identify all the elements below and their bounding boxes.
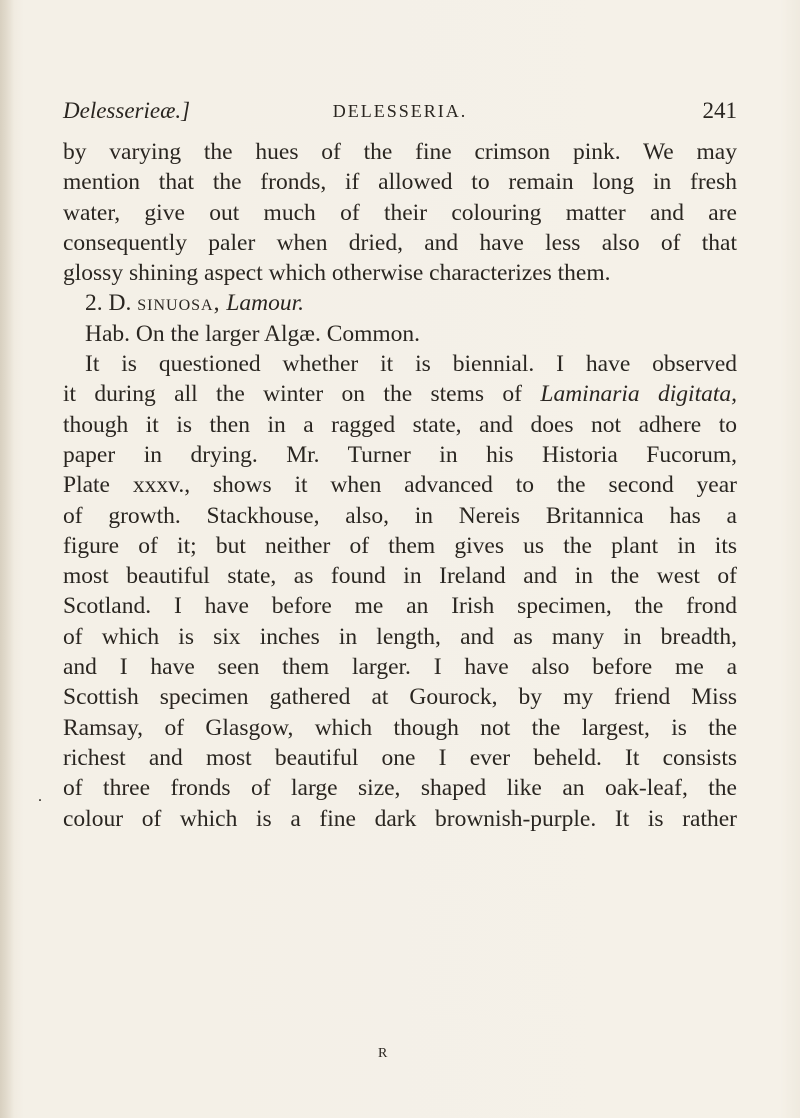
text-line: most beautiful state, as found in Ireland and in the west of xyxy=(63,563,737,590)
text-line: of growth. Stackhouse, also, in Nereis Britannica has a xyxy=(63,502,737,529)
signature-mark: R xyxy=(378,1046,389,1061)
text-line: paper in drying. Mr. Turner in his Historia Fucorum, xyxy=(63,441,737,468)
text-line: consequently paler when dried, and have less also of that xyxy=(63,229,737,256)
header-genus-title: DELESSERIA. xyxy=(332,101,468,121)
text-line: Scottish specimen gathered at Gourock, by my friend Miss xyxy=(63,684,737,711)
species-genus: D. xyxy=(108,290,132,317)
habitat-line: Hab. On the larger Algæ. Common. xyxy=(85,320,421,347)
text-line: water, give out much of their colouring matter and are xyxy=(63,199,737,226)
text-line: figure of it; but neither of them gives us the plant in its xyxy=(63,532,737,559)
text-line: by varying the hues of the fine crimson pink. We may xyxy=(63,139,737,165)
text-line: of three fronds of large size, shaped like an oak-leaf, the xyxy=(63,775,737,802)
species-reference: Laminaria digitata, xyxy=(540,381,738,408)
text-line: and I have seen them larger. I have also before me a xyxy=(63,654,737,681)
text-line: colour of which is a fine dark brownish-purple. It is rather xyxy=(63,805,737,832)
page-number: 241 xyxy=(702,98,737,123)
margin-mark: . xyxy=(38,788,42,805)
text-line: It is questioned whether it is biennial. I have observed xyxy=(85,351,737,378)
text-line: richest and most beautiful one I ever beheld. It consists xyxy=(63,744,737,771)
gutter-shadow xyxy=(0,0,14,1118)
species-heading xyxy=(63,288,737,318)
species-author: Lamour. xyxy=(226,290,305,317)
text-line: glossy shining aspect which otherwise characterizes them. xyxy=(63,260,611,287)
text-line: Plate xxxv., shows it when advanced to the second year xyxy=(63,472,737,499)
body-text xyxy=(63,137,737,834)
running-header xyxy=(63,98,737,128)
text-line xyxy=(63,379,737,409)
header-section-title: Delesserieæ.] xyxy=(63,98,191,123)
text-line: mention that the fronds, if allowed to remain long in fresh xyxy=(63,169,737,196)
text-line: though it is then in a ragged state, and does not adhere to xyxy=(63,411,737,438)
text-line: Ramsay, of Glasgow, which though not the largest, is the xyxy=(63,714,737,741)
text-segment: it during all the winter on the stems of xyxy=(63,381,522,408)
text-line: Scotland. I have before me an Irish specimen, the frond xyxy=(63,593,737,620)
species-number: 2. xyxy=(85,290,103,317)
text-line: of which is six inches in length, and as many in breadth, xyxy=(63,623,737,650)
species-name: sinuosa, xyxy=(137,290,221,317)
